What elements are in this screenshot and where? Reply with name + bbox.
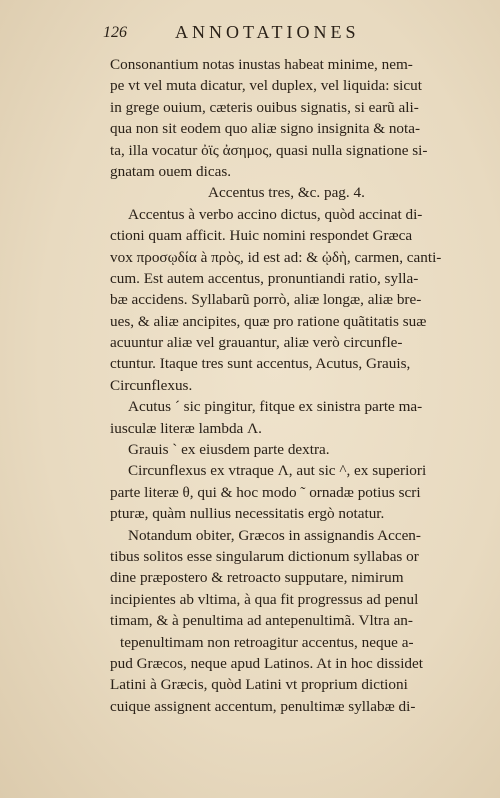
text-line: ctioni quam afficit. Huic nomini respondet Græca [110, 227, 413, 245]
text-line: Notandum obiter, Græcos in assignandis Accen- [128, 526, 421, 544]
text-line: cum. Est autem accentus, pronuntiandi ratio, sylla- [110, 269, 419, 287]
text-line: parte literæ θ, qui & hoc modo ˜ ornadæ potius scri [110, 483, 421, 501]
page-number: 126 [103, 24, 127, 41]
text-line: Latini à Græcis, quòd Latini vt proprium dictioni [110, 676, 408, 694]
text-line: tibus solitos esse singularum dictionum syllabas or [110, 547, 419, 565]
text-line: pe vt vel muta dicatur, vel duplex, vel liquida: sicut [110, 77, 422, 95]
text-line: pud Græcos, neque apud Latinos. At in hoc dissidet [110, 654, 423, 672]
text-line: timam, & à penultima ad antepenultimã. Vltra an- [110, 612, 413, 630]
text-line: gnatam ouem dicas. [110, 162, 232, 180]
text-line: incipientes ab vltima, à qua fit progressus ad penul [110, 590, 419, 608]
text-line: Consonantium notas inustas habeat minime, nem- [110, 56, 413, 73]
running-head: ANNOTATIONES [175, 22, 360, 42]
text-line: cuique assignent accentum, penultimæ syllabæ di- [110, 697, 416, 715]
text-line: Circunflexus. [110, 376, 193, 394]
text-line: vox προσῳδία à πρὸς, id est ad: & ᾠδὴ, carmen, canti- [110, 248, 442, 266]
text-line: ta, illa vocatur ὀϊς ἀσημος, quasi nulla signatione si- [110, 141, 428, 159]
text-line: Acutus ˊ sic pingitur, fitque ex sinistra parte ma- [128, 398, 423, 416]
text-line: Accentus tres, &c. pag. 4. [208, 184, 365, 202]
text-line: Accentus à verbo accino dictus, quòd accinat di- [128, 205, 423, 223]
text-line: qua non sit eodem quo aliæ signo insignita & nota- [110, 120, 421, 138]
text-line: acuuntur aliæ vel grauantur, aliæ verò circunfle- [110, 334, 403, 352]
text-line: bæ accidens. Syllabarũ porrò, aliæ longæ, aliæ bre- [110, 291, 422, 309]
text-line: in grege ouium, cæteris ouibus signatis, si earũ ali- [110, 98, 419, 116]
text-line: ctuntur. Itaque tres sunt accentus, Acutus, Grauis, [110, 355, 411, 373]
body-text [110, 54, 472, 717]
text-line: Grauis ˋ ex eiusdem parte dextra. [128, 441, 330, 459]
text-line: ues, & aliæ ancipites, quæ pro ratione quãtitatis suæ [110, 312, 427, 330]
page-header [103, 22, 403, 46]
text-line: tepenultimam non retroagitur accentus, neque a- [120, 633, 414, 651]
text-line: iusculæ literæ lambda Λ. [110, 419, 262, 437]
text-line: pturæ, quàm nullius necessitatis ergò notatur. [110, 505, 385, 523]
text-line: dine præpostero & retroacto supputare, nimirum [110, 569, 404, 587]
text-line: Circunflexus ex vtraque Λ, aut sic ^, ex superiori [128, 462, 427, 480]
